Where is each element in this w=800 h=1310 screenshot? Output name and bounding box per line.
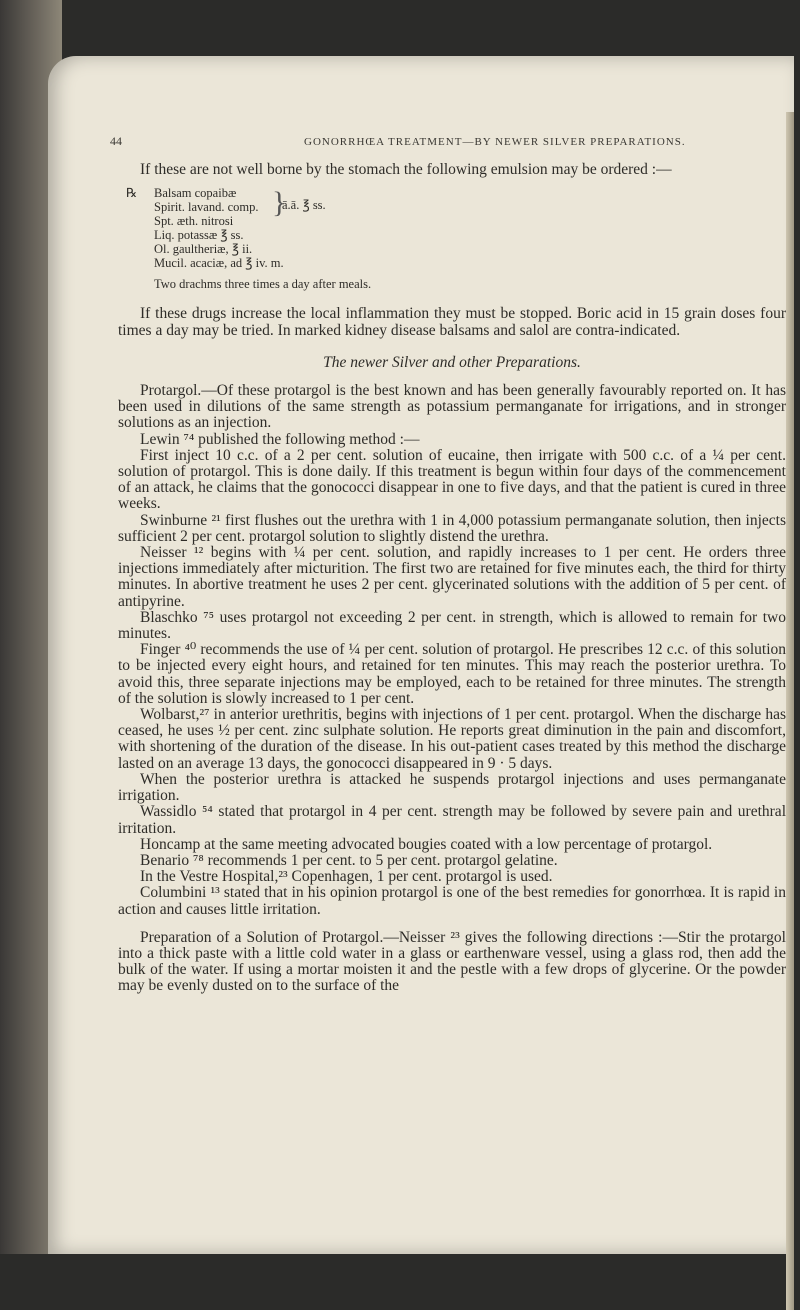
page-edge <box>786 112 794 1310</box>
page-number: 44 <box>110 134 122 148</box>
rx-line: Spt. æth. nitrosi <box>154 214 234 229</box>
dose-instructions: Two drachms three times a day after meals. <box>154 277 372 292</box>
intro-paragraph: If these are not well borne by the stomach the following emulsion may be ordered :— <box>140 161 672 178</box>
running-title: GONORRHŒA TREATMENT—BY NEWER SILVER PREPARATIONS. <box>304 136 686 148</box>
rx-line: Spirit. lavand. comp. <box>154 200 259 215</box>
rx-line: Liq. potassæ ℥ ss. <box>154 228 244 243</box>
paragraph: Benario ⁷⁸ recommends 1 per cent. to 5 per cent. protargol gelatine. <box>140 851 558 869</box>
preparation-paragraph: Preparation of a Solution of Protargol.—Neisser ²³ gives the following directions :—Stir the protargol into a thick paste with a little cold water in a glass or earthenware vessel, using a glass rod, then add the bulk of the water. If using a mortar moisten it and the pestle with a few drops of glycerine. Or the powder may be evenly dusted on to the surface of the <box>118 928 786 995</box>
paragraph: Wolbarst,²⁷ in anterior urethritis, begins with injections of 1 per cent. protargol. When the discharge has ceased, he uses ½ per cent. zinc sulphate solution. He reports great diminution in the pain and discomfort, with shortening of the duration of the disease. In his out-patient cases treated by this method the discharge lasted on an average 13 days, the gonococci disappeared in 9 · 5 days. <box>118 706 786 772</box>
recipe-symbol: ℞ <box>126 186 138 201</box>
rx-line: Ol. gaultheriæ, ℥ ii. <box>154 242 253 257</box>
brace-note: ā.ā. ℥ ss. <box>282 198 326 213</box>
paragraph: If these drugs increase the local inflammation they must be stopped. Boric acid in 15 grain doses four times a day may be tried. In marked kidney disease balsams and salol are contra-indicated. <box>118 305 786 339</box>
paragraph: Wassidlo ⁵⁴ stated that protargol in 4 per cent. strength may be followed by severe pain and urethral irritation. <box>118 803 786 837</box>
paragraph: In the Vestre Hospital,²³ Copenhagen, 1 per cent. protargol is used. <box>140 868 553 886</box>
rx-line: Balsam copaibæ <box>154 186 237 201</box>
paragraph: First inject 10 c.c. of a 2 per cent. solution of eucaine, then irrigate with 500 c.c. of a ¼ per cent. solution of protargol. This is done daily. If this treatment is begun within four days of the commencement of an attack, he claims that the gonococci disappear in one to five days, and that the patient is cured in three weeks. <box>118 446 786 513</box>
paragraph: Finger ⁴⁰ recommends the use of ¼ per cent. solution of protargol. He prescribes 12 c.c. of this solution to be injected every eight hours, and retained for ten minutes. This may reach the posterior urethra. To avoid this, three separate injections may be employed, each to be retained for three minutes. The strength of the solution is slowly increased to 1 per cent. <box>118 641 786 707</box>
page-header <box>110 133 788 148</box>
brace-mark: } <box>272 186 287 220</box>
book-page <box>48 56 794 1254</box>
paragraph: Blaschko ⁷⁵ uses protargol not exceeding 2 per cent. in strength, which is allowed to remain for two minutes. <box>118 608 786 643</box>
paragraph: Columbini ¹³ stated that in his opinion protargol is one of the best remedies for gonorrhœa. It is rapid in action and causes little irritation. <box>118 884 786 918</box>
rx-line: Mucil. acaciæ, ad ℥ iv. m. <box>154 256 284 271</box>
paragraph: Lewin ⁷⁴ published the following method :— <box>140 430 420 448</box>
paragraph: Protargol.—Of these protargol is the best known and has been generally favourably reported on. It has been used in dilutions of the same strength as potassium permanganate for irrigations, and in stronger solutions as an injection. <box>118 382 786 432</box>
page-body <box>118 162 786 995</box>
paragraph: Honcamp at the same meeting advocated bougies coated with a low percentage of protargol. <box>140 835 713 853</box>
section-title: The newer Silver and other Preparations. <box>323 353 581 371</box>
prescription-block <box>126 186 786 271</box>
paragraph: Swinburne ²¹ first flushes out the urethra with 1 in 4,000 potassium permanganate solution, then injects sufficient 2 per cent. protargol solution to slightly distend the urethra. <box>118 511 786 545</box>
paragraph: When the posterior urethra is attacked he suspends protargol injections and uses permanganate irrigation. <box>118 770 786 805</box>
spacer <box>118 918 786 930</box>
paragraph: Neisser ¹² begins with ¼ per cent. solution, and rapidly increases to 1 per cent. He orders three injections immediately after micturition. The first two are retained for five minutes each, the third for thirty minutes. In abortive treatment he uses 2 per cent. glycerinated solutions with the addition of 5 per cent. of antipyrine. <box>118 544 786 610</box>
